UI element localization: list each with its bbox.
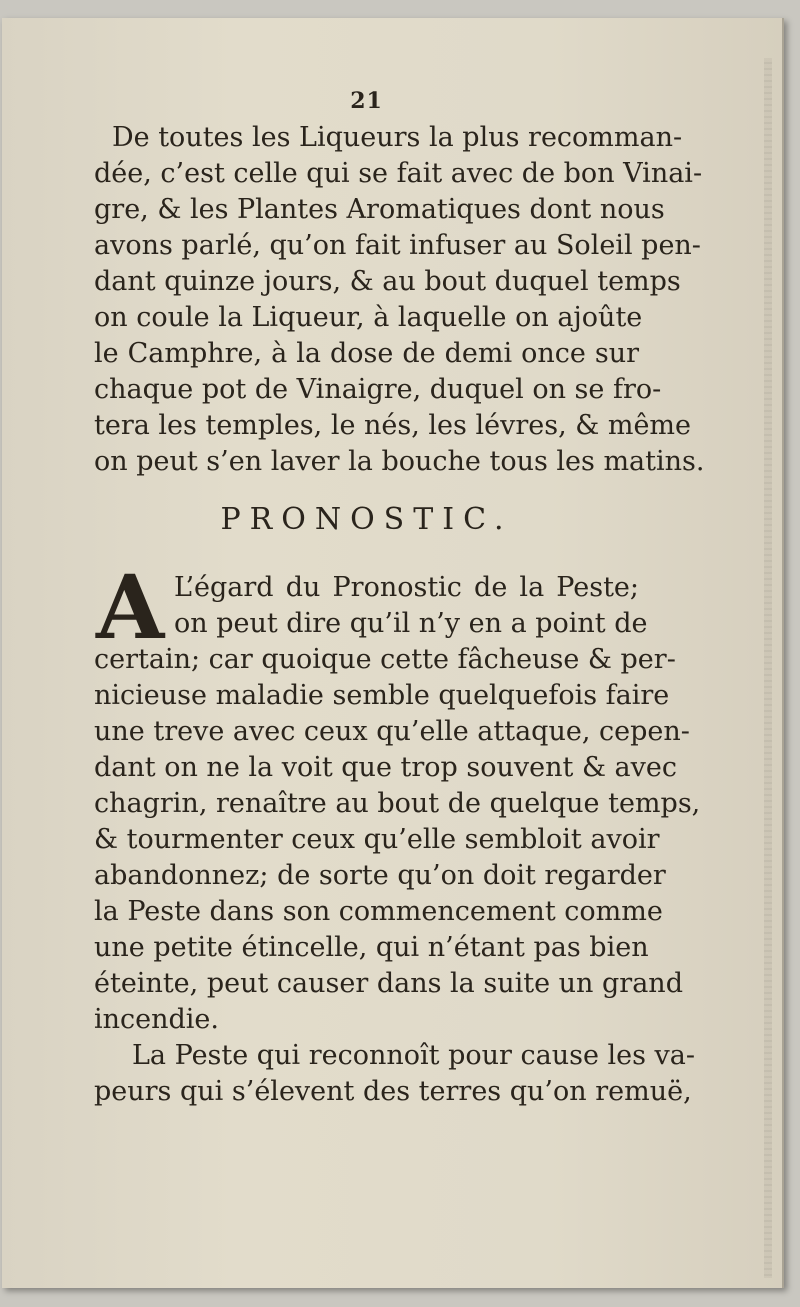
text-line: peurs qui s’élevent des terres qu’on remuë, [94, 1076, 692, 1107]
text-line: gre, & les Plantes Aromatiques dont nous [94, 194, 665, 225]
text-line: L’égard du Pronostic de la Peste; [174, 572, 639, 603]
text-line: la Peste dans son commencement comme [94, 896, 663, 927]
text-line: certain; car quoique cette fâcheuse & per- [94, 644, 676, 675]
page-number: 21 [350, 88, 383, 114]
text-line: abandonnez; de sorte qu’on doit regarder [94, 860, 666, 891]
text-line: une petite étincelle, qui n’étant pas bien [94, 932, 649, 963]
drop-cap: A [96, 555, 165, 659]
text-line: avons parlé, qu’on fait infuser au Soleil pen- [94, 230, 701, 261]
text-line: La Peste qui reconnoît pour cause les va- [132, 1040, 696, 1071]
text-line: nicieuse maladie semble quelquefois faire [94, 680, 670, 711]
text-line: tera les temples, le nés, les lévres, & même [94, 410, 692, 441]
text-line: dant quinze jours, & au bout duquel temps [94, 266, 681, 297]
text-line: éteinte, peut causer dans la suite un grand [94, 968, 683, 999]
text-line: dant on ne la voit que trop souvent & avec [94, 752, 678, 783]
text-line: le Camphre, à la dose de demi once sur [94, 338, 639, 369]
text-line: De toutes les Liqueurs la plus recomman- [112, 122, 683, 153]
text-line: on coule la Liqueur, à laquelle on ajoûte [94, 302, 643, 333]
text-line: on peut s’en laver la bouche tous les matins. [94, 446, 705, 477]
text-line: chaque pot de Vinaigre, duquel on se fro- [94, 374, 662, 405]
text-line: & tourmenter ceux qu’elle sembloit avoir [94, 824, 660, 855]
section-heading: PRONOSTIC. [220, 502, 513, 537]
text-line: incendie. [94, 1004, 219, 1035]
text-line: dée, c’est celle qui se fait avec de bon Vinai- [94, 158, 703, 189]
page-edge [764, 58, 772, 1278]
text-line: chagrin, renaître au bout de quelque temps, [94, 788, 701, 819]
book-page [2, 18, 784, 1288]
text-line: on peut dire qu’il n’y en a point de [174, 608, 648, 639]
text-line: une treve avec ceux qu’elle attaque, cepen- [94, 716, 690, 747]
